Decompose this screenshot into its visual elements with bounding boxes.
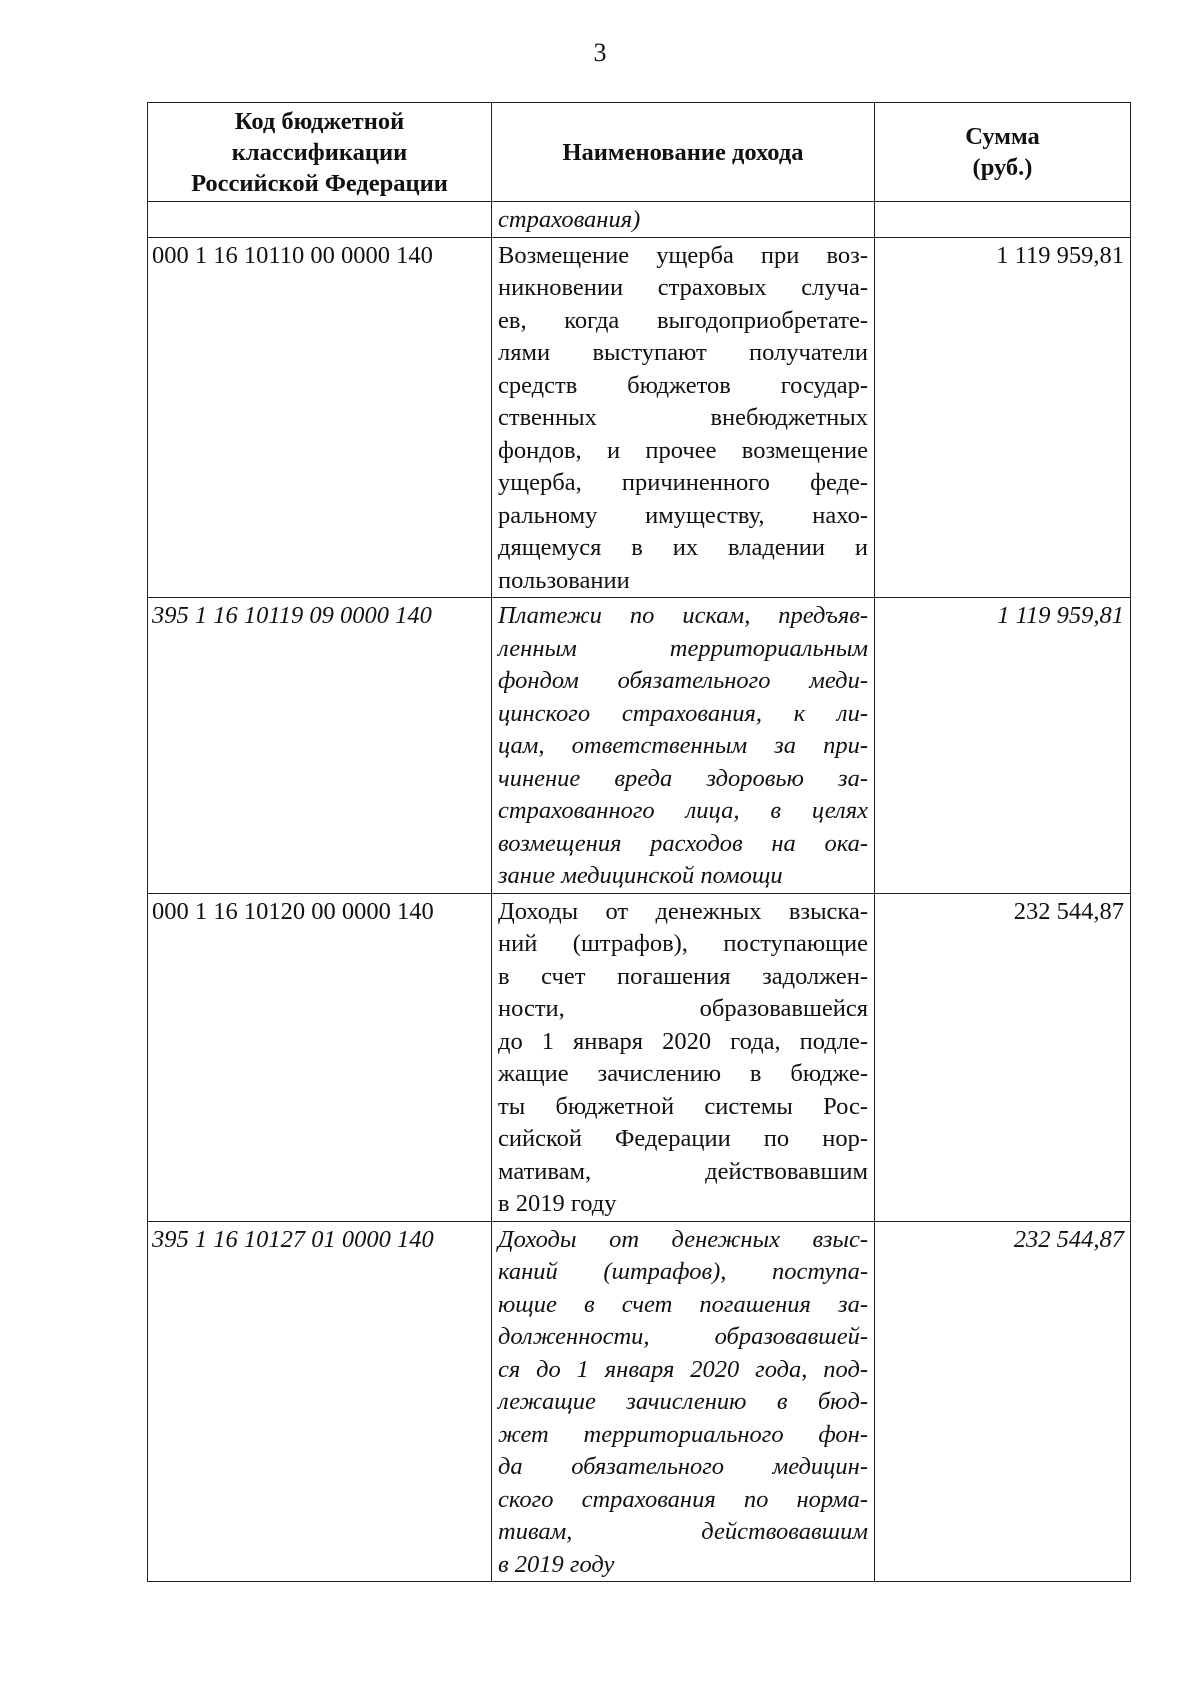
header-sum: Сумма (руб.) bbox=[875, 103, 1131, 202]
income-name-line: жет территориального фон- bbox=[498, 1420, 868, 1448]
income-name-line: ся до 1 января 2020 года, под- bbox=[498, 1355, 868, 1383]
income-table bbox=[147, 102, 1131, 1582]
income-name-line: средств бюджетов государ- bbox=[498, 371, 868, 399]
income-name-line: в 2019 году bbox=[498, 1190, 617, 1217]
header-code: Код бюджетной классификации Российской Федерации bbox=[148, 103, 492, 202]
budget-code: 395 1 16 10127 01 0000 140 bbox=[148, 1221, 492, 1582]
income-name-line: в счет погашения задолжен- bbox=[498, 962, 868, 990]
table-row bbox=[148, 237, 1131, 598]
table-row bbox=[148, 1221, 1131, 1582]
income-name-line: до 1 января 2020 года, подле- bbox=[498, 1027, 868, 1055]
income-name-line: сийской Федерации по нор- bbox=[498, 1125, 868, 1152]
income-name bbox=[492, 598, 875, 894]
income-name-line: фондом обязательного меди- bbox=[498, 667, 868, 694]
income-name-line: лежащие зачислению в бюд- bbox=[498, 1388, 868, 1415]
income-name-line: ев, когда выгодоприобретате- bbox=[498, 306, 868, 334]
header-name: Наименование дохода bbox=[492, 103, 875, 202]
continuation-code-cell bbox=[148, 202, 492, 238]
income-name-line: Доходы от денежных взыс- bbox=[498, 1225, 868, 1253]
budget-code: 000 1 16 10110 00 0000 140 bbox=[148, 237, 492, 598]
table-row bbox=[148, 893, 1131, 1221]
income-name-line: ющие в счет погашения за- bbox=[498, 1290, 868, 1318]
budget-code: 000 1 16 10120 00 0000 140 bbox=[148, 893, 492, 1221]
income-name-line: ленным территориальным bbox=[498, 634, 868, 662]
table-header-row bbox=[148, 103, 1131, 202]
income-name-line: цам, ответственным за при- bbox=[498, 732, 868, 759]
income-sum: 232 544,87 bbox=[875, 893, 1131, 1221]
income-name-line: тивам, действовавшим bbox=[498, 1518, 868, 1545]
page-number: 3 bbox=[593, 38, 607, 67]
income-name-line: жащие зачислению в бюдже- bbox=[498, 1060, 868, 1087]
income-name-line: каний (штрафов), поступа- bbox=[498, 1258, 868, 1285]
income-name-line: ственных внебюджетных bbox=[498, 404, 868, 431]
income-name-line: в 2019 году bbox=[498, 1550, 615, 1578]
income-name-line: Возмещение ущерба при воз- bbox=[498, 241, 868, 269]
income-name-line: ского страхования по норма- bbox=[498, 1485, 868, 1513]
income-name-line: да обязательного медицин- bbox=[498, 1453, 868, 1480]
income-name-line: ты бюджетной системы Рос- bbox=[498, 1092, 868, 1120]
income-name-line: страхованного лица, в целях bbox=[498, 797, 868, 824]
income-name-line: возмещения расходов на ока- bbox=[498, 829, 868, 857]
continuation-text: страхования) bbox=[492, 202, 875, 238]
income-name-line: ности, образовавшейся bbox=[498, 995, 868, 1022]
income-sum: 232 544,87 bbox=[875, 1221, 1131, 1582]
income-name-line: зание медицинской помощи bbox=[498, 862, 783, 889]
income-name-line: фондов, и прочее возмещение bbox=[498, 436, 868, 464]
income-name-line: ущерба, причиненного феде- bbox=[498, 469, 868, 496]
income-name-line: дящемуся в их владении и bbox=[498, 534, 868, 561]
income-name-line: Платежи по искам, предъяв- bbox=[498, 602, 868, 629]
table-row bbox=[148, 598, 1131, 894]
income-name-line: мативам, действовавшим bbox=[498, 1157, 868, 1185]
income-name bbox=[492, 237, 875, 598]
income-name bbox=[492, 893, 875, 1221]
income-name-line: чинение вреда здоровью за- bbox=[498, 764, 868, 792]
continuation-sum-cell bbox=[875, 202, 1131, 238]
income-name-line: ральному имуществу, нахо- bbox=[498, 501, 868, 529]
income-name-line: пользовании bbox=[498, 566, 630, 594]
income-name-line: никновении страховых случа- bbox=[498, 274, 868, 301]
income-name-line: Доходы от денежных взыска- bbox=[498, 897, 868, 925]
income-name-line: долженности, образовавшей- bbox=[498, 1323, 868, 1350]
income-name-line: ний (штрафов), поступающие bbox=[498, 930, 868, 957]
budget-code: 395 1 16 10119 09 0000 140 bbox=[148, 598, 492, 894]
income-name-line: цинского страхования, к ли- bbox=[498, 699, 868, 727]
income-name bbox=[492, 1221, 875, 1582]
continuation-row bbox=[148, 202, 1131, 238]
income-sum: 1 119 959,81 bbox=[875, 598, 1131, 894]
income-sum: 1 119 959,81 bbox=[875, 237, 1131, 598]
income-name-line: лями выступают получатели bbox=[498, 339, 868, 366]
